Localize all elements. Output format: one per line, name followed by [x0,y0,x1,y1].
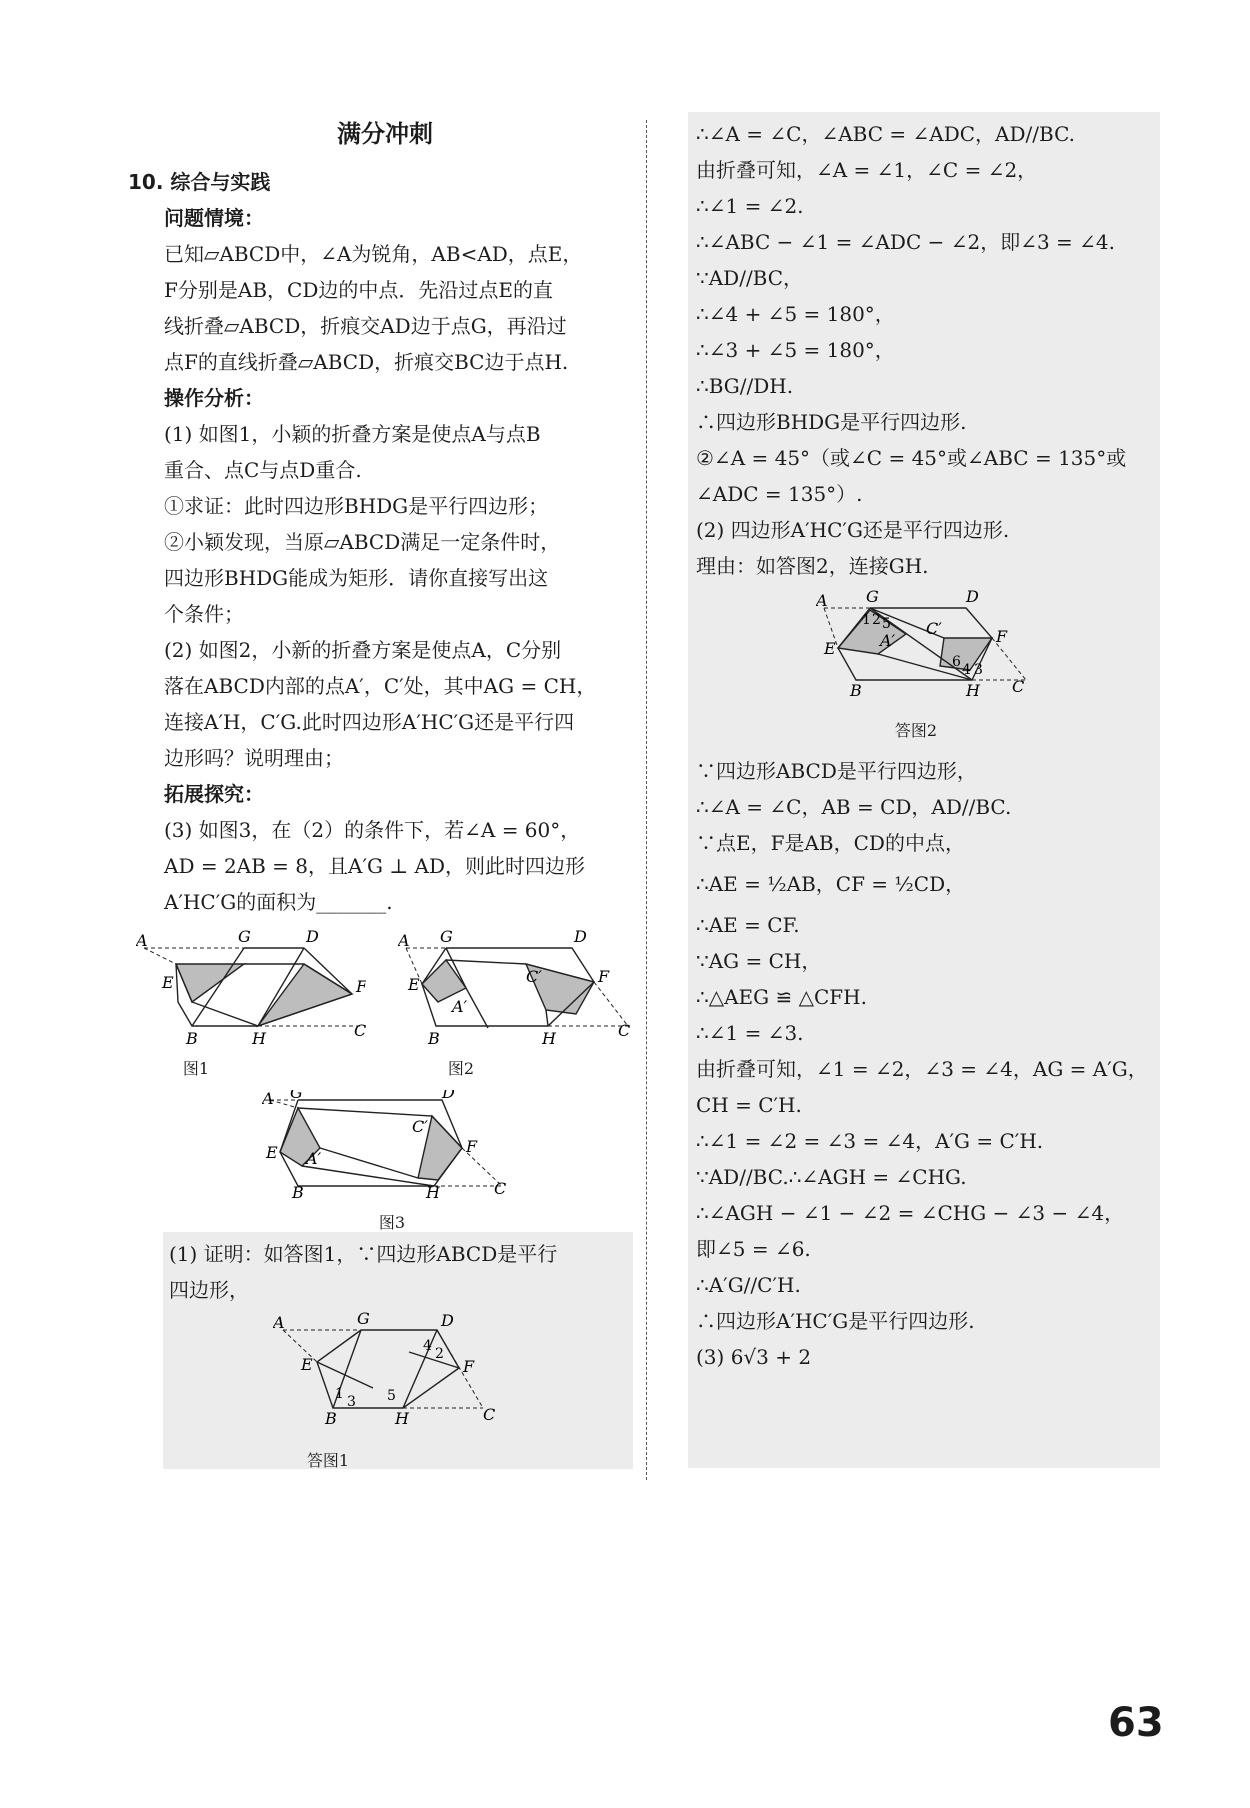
answer-figure-1 [273,1312,503,1479]
answer-line: ∴∠3 + ∠5 = 180°， [696,338,895,362]
figure-2 [398,930,638,1080]
label-D: D [966,590,979,606]
text-line: 个条件； [164,602,244,626]
text-line: (1) 如图1，小颖的折叠方案是使点A与点B [164,422,541,446]
label-D: D [442,1090,455,1102]
left-column [130,112,640,920]
label-F: F [598,967,610,986]
angle-3: 3 [347,1394,356,1410]
answer-line: 理由：如答图2，连接GH. [696,554,929,578]
text-line: ②小颖发现，当原▱ABCD满足一定条件时， [164,530,561,554]
answer-line: ∴A′G//C′H. [696,1273,801,1297]
answer-line: ∵点E，F是AB，CD的中点， [696,831,965,855]
answer-figure-1-diagram [273,1312,503,1432]
text-line: 边形吗？说明理由； [164,746,344,770]
answer-figure-1-caption: 答图1 [306,1451,350,1470]
answer-line: (1) 证明：如答图1，∵四边形ABCD是平行 [169,1242,558,1266]
label-G: G [357,1312,370,1328]
answer-line: ∴四边形BHDG是平行四边形. [696,410,967,434]
situation-text [130,236,640,380]
label-H: H [426,1183,440,1200]
fold-triangle-left [176,964,244,1002]
section-title: 满分冲刺 [337,120,433,148]
answer-line: ∴∠A = ∠C，AB = CD，AD//BC. [696,795,1012,819]
figure-2-diagram [398,930,638,1050]
label-B: B [292,1183,304,1200]
answer-figure-2-diagram [816,590,1036,702]
text-line: 线折叠▱ABCD，折痕交AD边于点G，再沿过 [164,314,567,338]
label-B: B [850,681,862,700]
label-A-prime: A′ [452,997,468,1016]
label-E: E [824,639,836,658]
label-H: H [395,1409,409,1428]
figure-1-diagram [136,930,366,1050]
answer-block-a [696,116,1152,584]
label-A: A [273,1313,285,1332]
label-C: C [618,1021,631,1040]
situation-heading: 问题情境： [164,206,264,230]
problem-heading: 10. 综合与实践 [128,170,271,194]
answer-line: ②∠A = 45°（或∠C = 45°或∠ABC = 135°或 [696,446,1127,470]
figure-3-caption: 图3 [378,1213,406,1232]
column-divider [646,120,647,1480]
answer-line: ∴∠A = ∠C，∠ABC = ∠ADC，AD//BC. [696,122,1076,146]
answer-block-b [696,753,1152,1375]
label-D: D [574,930,587,946]
label-D: D [306,930,319,946]
answer-part1-box [163,1232,633,1469]
angle-5: 5 [882,616,891,632]
label-F: F [996,627,1008,646]
label-C-prime: C′ [412,1117,428,1136]
text-line: 已知▱ABCD中，∠A为锐角，AB<AD，点E， [164,242,583,266]
text-line: F分别是AB，CD边的中点．先沿过点E的直 [164,278,553,302]
answer-figure-2-caption: 答图2 [894,721,938,740]
label-D: D [441,1312,454,1330]
label-G: G [238,930,251,946]
answer-line: (2) 四边形A′HC′G还是平行四边形. [696,518,1010,542]
answer-line: ∴∠1 = ∠2. [696,194,804,218]
label-C: C [494,1179,507,1198]
label-C: C [483,1405,496,1424]
fold-triangle-right [258,964,352,1026]
label-A: A [816,591,828,610]
angle-6: 6 [952,654,961,670]
fold-quad-left [422,960,466,1002]
label-C-prime: C′ [526,967,542,986]
label-E: E [162,973,174,992]
explore-heading: 拓展探究： [164,782,264,806]
angle-2: 2 [435,1346,444,1362]
answer-line: ∴∠1 = ∠2 = ∠3 = ∠4，A′G = C′H. [696,1129,1044,1153]
answer-line: ∴∠4 + ∠5 = 180°， [696,302,895,326]
text-line: (3) 如图3，在（2）的条件下，若∠A = 60°， [164,818,581,842]
label-B: B [325,1409,337,1428]
angle-4: 4 [962,662,971,678]
text-line: 重合、点C与点D重合. [164,458,362,482]
answer-line: ∴AE = CF. [696,913,800,937]
answer-line: ∵AD//BC， [696,266,804,290]
figure-2-caption: 图2 [447,1059,475,1078]
label-C-prime: C′ [926,619,942,638]
figure-1-caption: 图1 [182,1059,210,1078]
label-A-prime: A′ [880,631,896,650]
angle-3: 3 [974,662,983,678]
answer-column [688,112,1160,1468]
label-A: A [262,1090,274,1108]
label-E: E [408,975,420,994]
answer-figure-2 [816,590,1046,749]
figure-1 [136,930,366,1080]
answer-line: ∴BG//DH. [696,374,794,398]
answer-line: ∴四边形A′HC′G是平行四边形. [696,1309,975,1333]
label-H: H [252,1029,266,1048]
label-F: F [356,977,366,996]
label-E: E [301,1355,313,1374]
angle-1: 1 [862,612,871,628]
answer-line: ∵AG = CH， [696,949,822,973]
label-G: G [290,1090,303,1102]
dashed-edge [144,948,176,964]
label-A-prime: A′ [306,1149,322,1168]
label-E: E [266,1143,278,1162]
text-line: 连接A′H，C′G.此时四边形A′HC′G还是平行四 [164,710,575,734]
answer-line: ∠ADC = 135°）. [696,482,863,506]
figure-3-diagram [262,1090,512,1200]
figure-3 [262,1090,512,1230]
answer-line: 由折叠可知，∠A = ∠1，∠C = ∠2， [696,158,1038,182]
label-H: H [966,681,980,700]
label-B: B [428,1029,440,1048]
answer-line: CH = C′H. [696,1093,802,1117]
answer-line: ∴AE = ½AB，CF = ½CD， [696,872,966,896]
answer-line: 四边形， [169,1278,249,1302]
text-line: 四边形BHDG能成为矩形．请你直接写出这 [164,566,549,590]
label-C: C [1012,677,1025,696]
text-line: 点F的直线折叠▱ABCD，折痕交BC边于点H. [164,350,569,374]
label-C: C [354,1021,366,1040]
label-F: F [463,1357,475,1376]
answer-line: 即∠5 = ∠6. [696,1237,811,1261]
answer-line: ∵四边形ABCD是平行四边形， [696,759,977,783]
answer-line: (3) 6√3 + 2 [696,1345,812,1369]
label-G: G [866,590,879,606]
text-line: 落在ABCD内部的点A′，C′处，其中AG = CH， [164,674,597,698]
answer-line: ∴∠AGH − ∠1 − ∠2 = ∠CHG − ∠3 − ∠4， [696,1201,1125,1225]
label-A: A [398,931,410,950]
label-H: H [542,1029,556,1048]
analysis-text [130,416,640,776]
angle-4: 4 [423,1338,432,1354]
text-line: AD = 2AB = 8，且A′G ⊥ AD，则此时四边形 [164,854,585,878]
text-line: A′HC′G的面积为_______. [164,890,393,914]
answer-line: ∵AD//BC.∴∠AGH = ∠CHG. [696,1165,967,1189]
angle-5: 5 [387,1388,396,1404]
label-G: G [440,930,453,946]
text-line: ①求证：此时四边形BHDG是平行四边形； [164,494,549,518]
answer-line: ∴△AEG ≌ △CFH. [696,985,867,1009]
text-line: (2) 如图2，小新的折叠方案是使点A，C分别 [164,638,562,662]
explore-text [130,812,640,920]
answer-line: 由折叠可知，∠1 = ∠2，∠3 = ∠4，AG = A′G， [696,1057,1148,1081]
label-A: A [136,931,148,950]
analysis-heading: 操作分析： [164,386,264,410]
label-B: B [186,1029,198,1048]
angle-2: 2 [872,612,881,628]
page-number: 63 [1108,1700,1164,1746]
answer-line: ∴∠1 = ∠3. [696,1021,804,1045]
answer-line: ∴∠ABC − ∠1 = ∠ADC − ∠2，即∠3 = ∠4. [696,230,1116,254]
angle-1: 1 [335,1386,344,1402]
label-F: F [466,1137,478,1156]
